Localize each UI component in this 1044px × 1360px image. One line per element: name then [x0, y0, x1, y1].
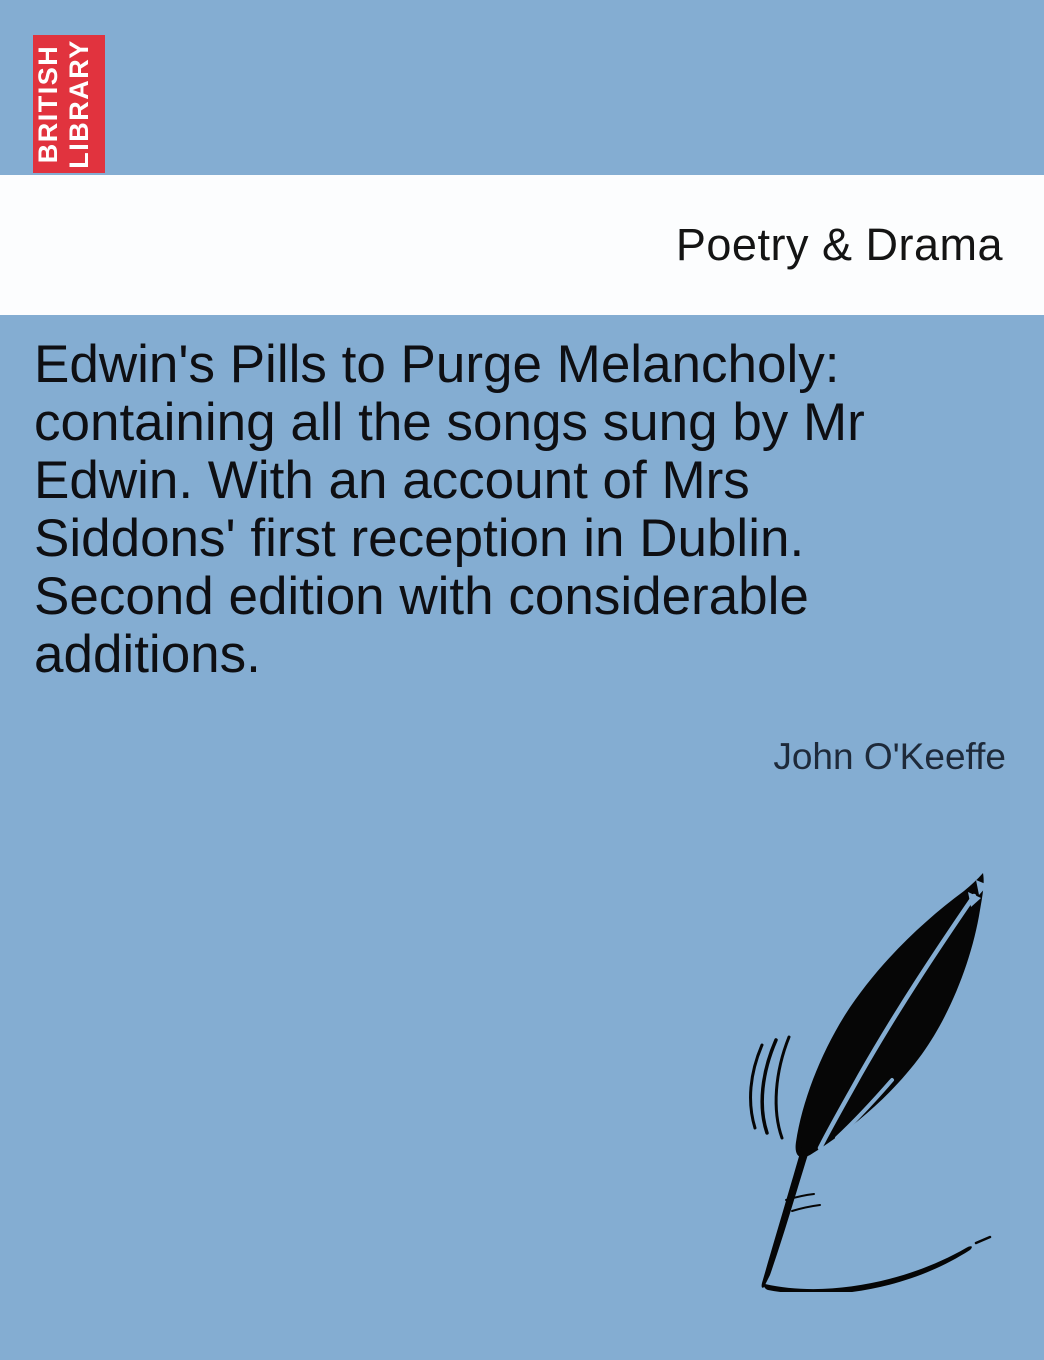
logo-word-library: LIBRARY	[64, 39, 94, 169]
british-library-logo-text	[33, 35, 105, 173]
author-name: John O'Keeffe	[773, 736, 1006, 777]
quill-feather-illustration	[742, 868, 992, 1292]
title-line: Siddons' first reception in Dublin.	[34, 509, 805, 568]
title-line: Edwin's Pills to Purge Melancholy:	[34, 335, 840, 394]
category-band	[0, 175, 1044, 315]
title-line: additions.	[34, 625, 261, 684]
quill-feather-icon	[742, 868, 992, 1292]
title-line: Edwin. With an account of Mrs	[34, 451, 750, 510]
british-library-logo	[33, 35, 105, 173]
book-title	[34, 336, 1016, 684]
title-line: Second edition with considerable	[34, 567, 809, 626]
logo-word-british: BRITISH	[33, 44, 63, 164]
title-line: containing all the songs sung by Mr	[34, 393, 865, 452]
category-label: Poetry & Drama	[675, 219, 1003, 270]
